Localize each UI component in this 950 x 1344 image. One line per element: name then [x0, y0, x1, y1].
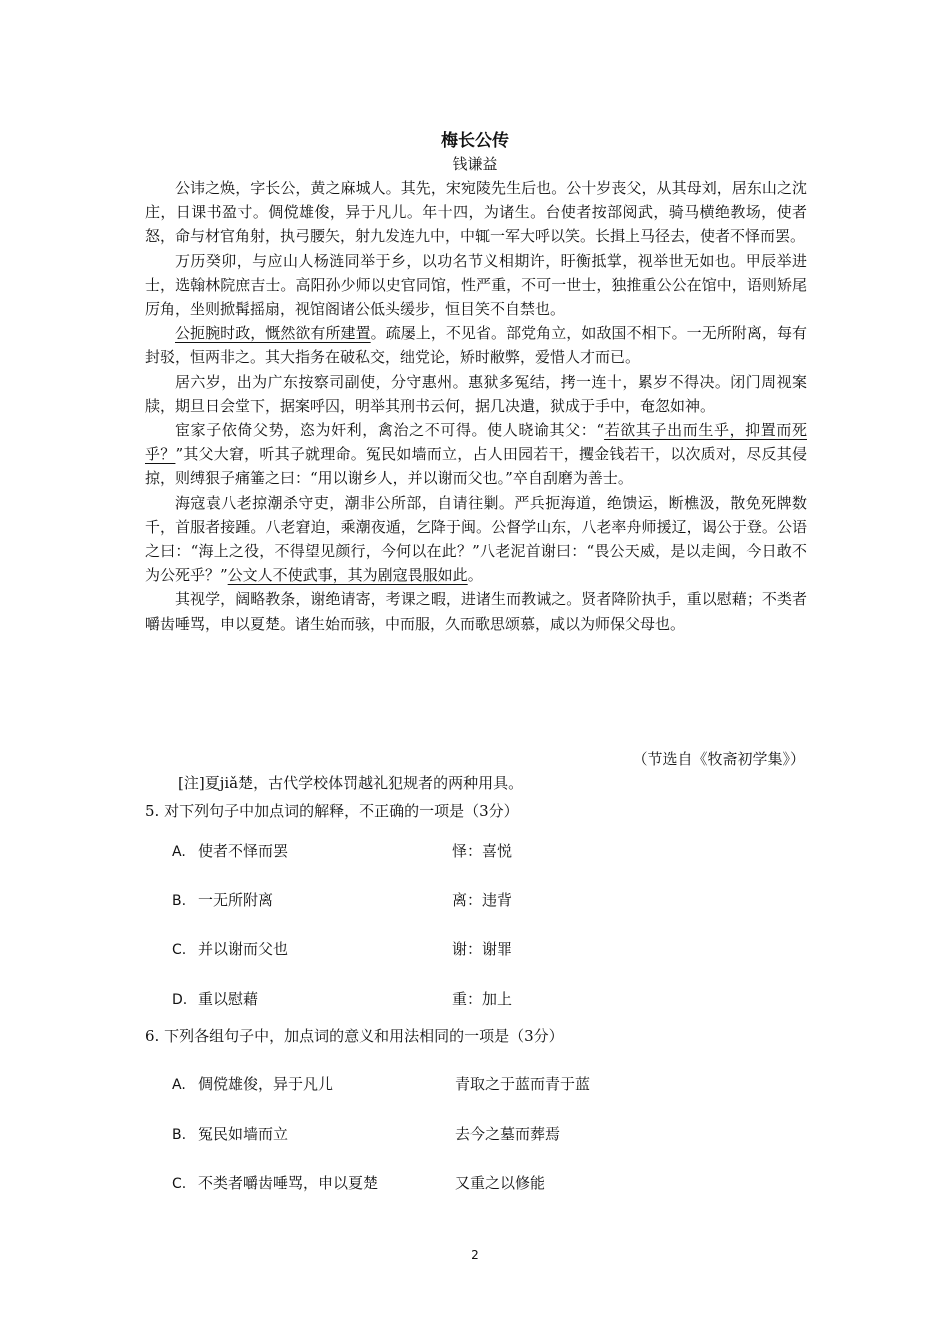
paragraph-1: 公讳之焕，字长公，黄之麻城人。其先，宋宛陵先生后也。公十岁丧父，从其母刘，居东山之沈庄，日课书盈寸。倜傥雄俊，异于凡儿。年十四，为诸生。台使者按部阅武，骑马横绝教场，使者怒，命与材官角射，执弓腰矢，射九发连九中，中辄一军大呼以笑。长揖上马径去，使者不怿而罢。	[145, 179, 807, 246]
page-number: 2	[471, 1248, 479, 1262]
underlined-sentence: 若欲其子出而生乎，抑置而死乎？	[145, 421, 807, 464]
question-6-option-b-compare: 去今之墓而葬焉	[455, 1125, 561, 1143]
question-5-stem: 5. 对下列句子中加点词的解释，不正确的一项是（3分）	[145, 802, 519, 820]
question-6-option-a-compare: 青取之于蓝而青于蓝	[455, 1075, 591, 1093]
article-title: 梅长公传	[441, 131, 509, 151]
underlined-sentence: 公扼腕时政，慨然欲有所建置	[175, 324, 371, 343]
question-5-option-d: D. 重以慰藉	[172, 990, 259, 1008]
paragraph-5: 宦家子依倚父势，恣为奸利，禽治之不可得。使人晓谕其父：“若欲其子出而生乎，抑置而死乎？”其父大窘，听其子就理命。冤民如墙而立，占人田园若干，攫金钱若干，以次质对，尽反其侵掠，则缚狠子痛箠之曰：“用以谢乡人，并以谢而父也。”卒自刮磨为善士。	[145, 421, 807, 488]
paragraph-3: 公扼腕时政，慨然欲有所建置。疏屡上，不见省。部党角立，如敌国不相下。一无所附离，每有封驳，恒两非之。其大指务在破私交，绌党论，矫时敝弊，爱惜人才而已。	[145, 324, 807, 367]
question-5-option-a: A. 使者不怿而罢	[172, 842, 289, 860]
question-5-option-d-answer: 重：加上	[452, 990, 513, 1008]
question-5-option-b: B. 一无所附离	[172, 891, 274, 909]
underlined-sentence: 公文人不使武事，其为剧寇畏服如此	[227, 566, 468, 585]
question-5-option-a-answer: 怿：喜悦	[452, 842, 513, 860]
paragraph-2: 万历癸卯，与应山人杨涟同举于乡，以功名节义相期许，盱衡抵掌，视举世无如也。甲辰举进士，选翰林院庶吉士。高阳孙少师以史官同馆，性严重，不可一世士，独推重公公在馆中，语则矫尾厉角，坐则掀髯摇扇，视馆阁诸公低头缓步，恒目笑不自禁也。	[145, 251, 807, 319]
paragraph-7: 其视学，阔略教条，谢绝请寄，考课之暇，进诸生而教诫之。贤者降阶执手，重以慰藉；不类者嚼齿唾骂，申以夏楚。诸生始而骇，中而服，久而歌思颂慕，咸以为师保父母也。	[145, 590, 807, 633]
article-author: 钱谦益	[452, 155, 498, 173]
paragraph-4: 居六岁，出为广东按察司副使，分守惠州。惠狱多冤结，拷一连十，累岁不得决。闭门周视案牍，期旦日会堂下，据案呼囚，明举其刑书云何，据几决遣，狱成于手中，奄忽如神。	[145, 372, 807, 415]
question-6-option-c-compare: 又重之以修能	[455, 1174, 546, 1192]
question-5-option-c: C. 并以谢而父也	[172, 940, 289, 958]
question-6-option-c: C. 不类者嚼齿唾骂，申以夏楚	[172, 1174, 379, 1192]
source-citation: （节选自《牧斋初学集》）	[632, 750, 805, 768]
paragraph-6: 海寇袁八老掠潮杀守吏，潮非公所部，自请往剿。严兵扼海道，绝馈运，断樵汲，散免死牌数千，首服者接踵。八老窘迫，乘潮夜遁，乞降于闽。公督学山东，八老率舟师援辽，谒公于登。公语之曰：“海上之役，不得望见颜行，今何以在此？”八老泥首谢曰：“畏公天威，是以走闽，今日敢不为公死乎？”公文人不使武事，其为剧寇畏服如此。	[145, 493, 807, 585]
question-6-option-b: B. 冤民如墙而立	[172, 1125, 289, 1143]
footnote: [注]夏jiǎ楚，古代学校体罚越礼犯规者的两种用具。	[178, 774, 524, 792]
question-5-option-b-answer: 离：违背	[452, 891, 513, 909]
article-body	[145, 176, 807, 636]
question-5-option-c-answer: 谢：谢罪	[452, 940, 513, 958]
question-6-stem: 6. 下列各组句子中，加点词的意义和用法相同的一项是（3分）	[145, 1027, 564, 1045]
question-6-option-a: A. 倜傥雄俊，异于凡儿	[172, 1075, 334, 1093]
